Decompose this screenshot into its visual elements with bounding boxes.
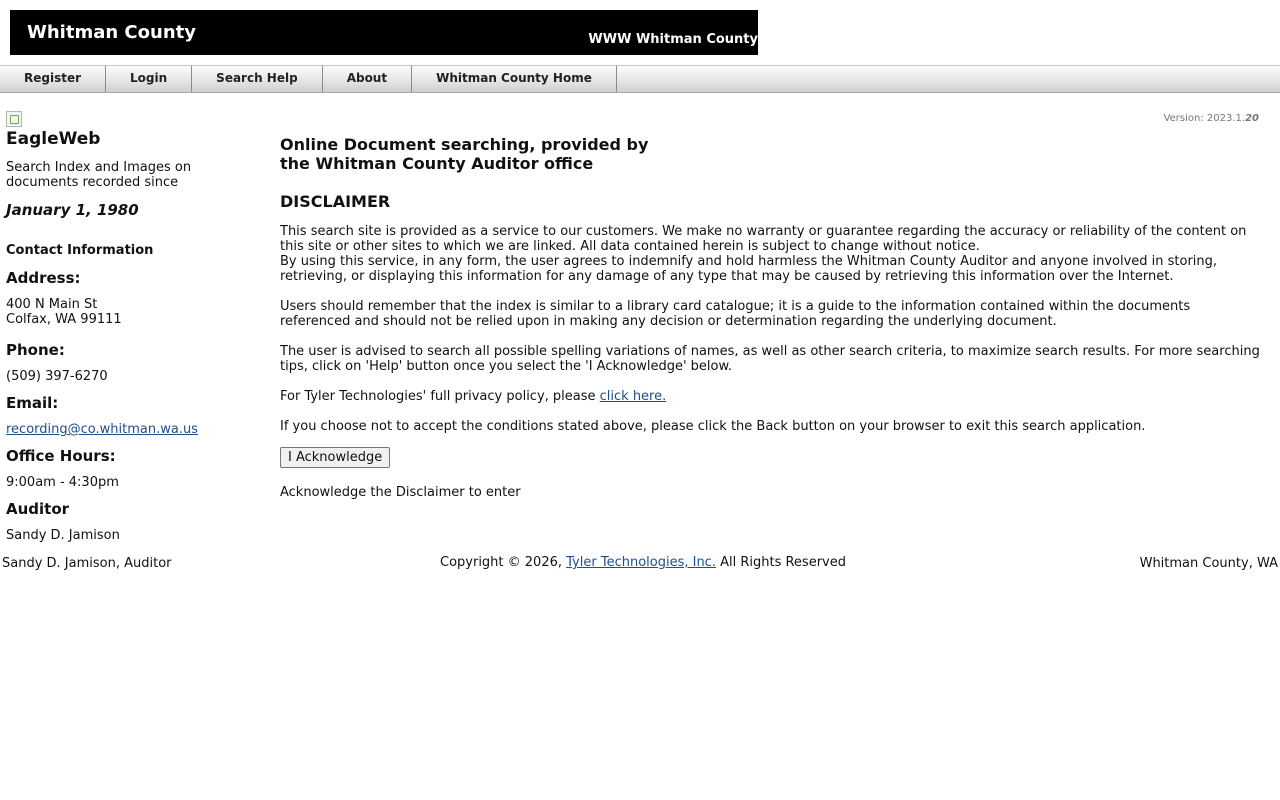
nav-login[interactable]: Login <box>106 66 192 92</box>
page-title-line-2: the Whitman County Auditor office <box>280 154 594 173</box>
copyright-prefix: Copyright © 2026, <box>440 555 567 570</box>
disclaimer-paragraph-1a: This search site is provided as a service to our customers. We make no warranty or guarantee regarding the accuracy or reliability of the content on this site or other sites to which we are linked. All data contained herein is subject to change without notice. <box>280 224 1247 254</box>
privacy-paragraph <box>280 389 1260 404</box>
app-description: Search Index and Images on documents recorded since <box>6 160 192 190</box>
app-name: EagleWeb <box>6 129 101 149</box>
address-line-2: Colfax, WA 99111 <box>6 312 122 327</box>
footer-county: Whitman County, WA <box>1139 556 1278 571</box>
contact-title: Contact Information <box>6 243 154 258</box>
www-county-link[interactable]: WWW Whitman County <box>588 32 758 47</box>
email-link[interactable]: recording@co.whitman.wa.us <box>6 422 198 437</box>
phone-label: Phone: <box>6 341 65 359</box>
version-prefix: Version: 2023.1. <box>1163 113 1246 124</box>
nav-register[interactable]: Register <box>0 66 106 92</box>
disclaimer-paragraph-3: The user is advised to search all possible spelling variations of names, as well as other search criteria, to maximize search results. For more searching tips, click on 'Help' button once you select the 'I Acknowledge' below. <box>280 344 1260 374</box>
address-line-1: 400 N Main St <box>6 297 98 312</box>
broken-image-icon <box>6 111 22 127</box>
privacy-link[interactable]: click here. <box>599 389 667 404</box>
disclaimer-paragraph-5: If you choose not to accept the conditions stated above, please click the Back button on your browser to exit this search application. <box>280 419 1146 434</box>
version-label <box>1164 113 1259 124</box>
copyright-suffix: All Rights Reserved <box>715 555 846 570</box>
footer-copyright <box>440 555 846 570</box>
sidebar <box>6 111 256 543</box>
disclaimer-heading: DISCLAIMER <box>280 192 391 211</box>
page-title <box>280 135 1260 173</box>
auditor-label: Auditor <box>6 500 70 518</box>
tyler-technologies-link[interactable]: Tyler Technologies, Inc. <box>566 555 716 570</box>
page-title-line-1: Online Document searching, provided by <box>280 135 649 154</box>
phone-value: (509) 397-6270 <box>6 369 108 384</box>
hours-value: 9:00am - 4:30pm <box>6 475 119 490</box>
auditor-name: Sandy D. Jamison <box>6 528 120 543</box>
footer-auditor: Sandy D. Jamison, Auditor <box>2 556 172 571</box>
main-content <box>280 135 1260 500</box>
nav-about[interactable]: About <box>323 66 412 92</box>
address-value <box>6 297 256 327</box>
email-value <box>6 422 256 437</box>
address-label: Address: <box>6 269 81 287</box>
disclaimer-paragraph-1 <box>280 224 1260 284</box>
disclaimer-paragraph-2: Users should remember that the index is similar to a library card catalogue; it is a guide to the information contained within the documents referenced and should not be relied upon in making any decision or determination regarding the underlying document. <box>280 299 1191 329</box>
header-banner <box>10 10 758 55</box>
acknowledge-note: Acknowledge the Disclaimer to enter <box>280 485 521 500</box>
nav-search-help[interactable]: Search Help <box>192 66 323 92</box>
hours-label: Office Hours: <box>6 447 116 465</box>
since-date: January 1, 1980 <box>6 201 139 219</box>
email-label: Email: <box>6 394 59 412</box>
nav-bar <box>0 65 1280 93</box>
disclaimer-paragraph-1b: By using this service, in any form, the user agrees to indemnify and hold harmless the Whitman County Auditor and anyone involved in storing, retrieving, or displaying this information for any damage of any type that may be caused by retrieving this information over the Internet. <box>280 254 1218 284</box>
nav-county-home[interactable]: Whitman County Home <box>412 66 617 92</box>
version-build: 20 <box>1245 113 1259 124</box>
privacy-text: For Tyler Technologies' full privacy policy, please <box>280 389 600 404</box>
acknowledge-button[interactable]: I Acknowledge <box>280 447 390 468</box>
county-title: Whitman County <box>27 22 196 43</box>
